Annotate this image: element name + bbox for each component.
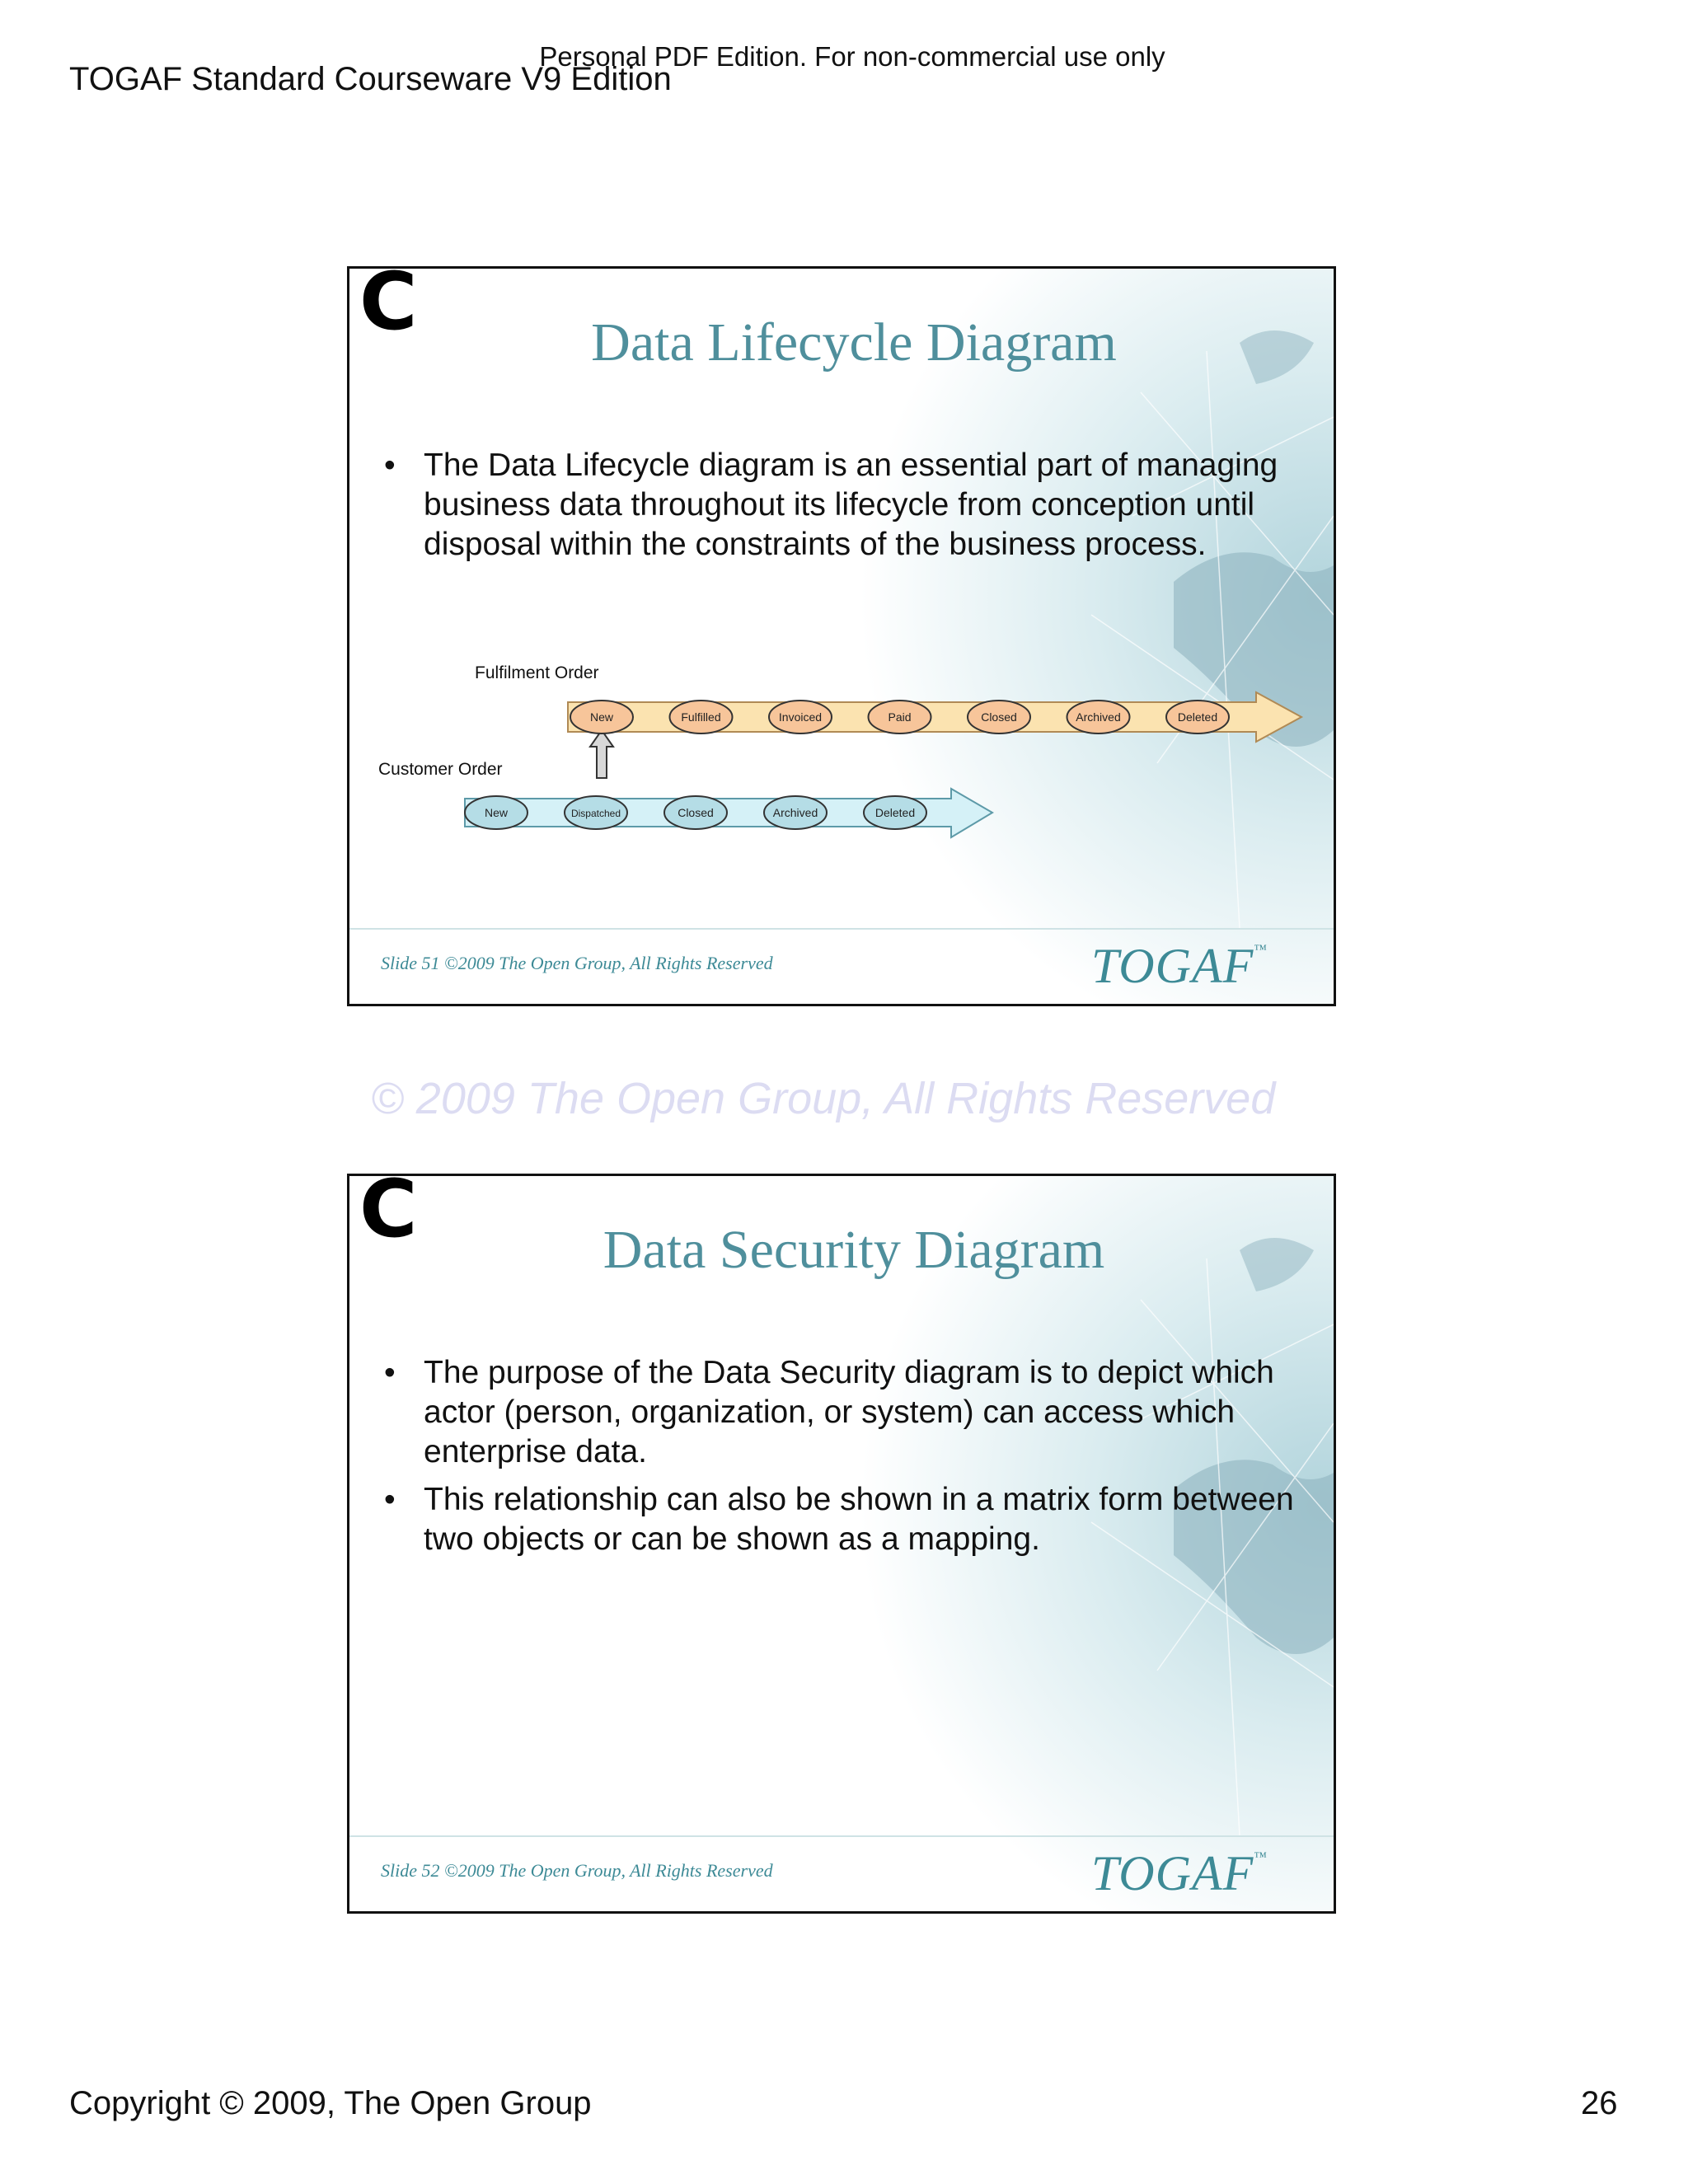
slide-title: Data Security Diagram [603, 1220, 1105, 1280]
bullet-item: • The purpose of the Data Security diagram is to depict which actor (person, organization, or system) can access which enterprise data. [382, 1353, 1306, 1472]
slide-footer: Slide 52 ©2009 The Open Group, All Rights Reserved [381, 1860, 773, 1881]
slide-footer: Slide 51 ©2009 The Open Group, All Rights Reserved [381, 953, 773, 973]
state-label: Paid [888, 710, 912, 724]
watermark-top: Personal PDF Edition. For non-commercial use only [539, 41, 1165, 72]
trademark-symbol: ™ [1254, 943, 1268, 957]
state-label: Dispatched [570, 808, 621, 819]
fulfilment-order-label: Fulfilment Order [475, 663, 599, 682]
page-number: 26 [1581, 2085, 1618, 2121]
customer-order-label: Customer Order [378, 760, 503, 779]
state-label: Deleted [1177, 710, 1218, 724]
state-label: Closed [981, 710, 1017, 724]
state-label: Archived [772, 806, 818, 819]
togaf-logo [1091, 938, 1268, 995]
header-title: TOGAF Standard Courseware V9 Edition [69, 61, 672, 97]
copyright: Copyright © 2009, The Open Group [69, 2085, 592, 2121]
togaf-logo [1091, 1845, 1268, 1902]
mid-watermark: © 2009 The Open Group, All Rights Reserved [371, 1074, 1276, 1123]
slide-letter: C [359, 266, 418, 348]
bullet-list [382, 1353, 1306, 1568]
bullet-item: • The Data Lifecycle diagram is an essential part of managing business data throughout its lifecycle from conception until disposal within the constraints of the business process. [382, 446, 1306, 565]
slide-footer-divider [349, 928, 1334, 930]
state-label: Deleted [874, 806, 916, 819]
slide-footer-divider [349, 1835, 1334, 1837]
bullet-item: • This relationship can also be shown in a matrix form between two objects or can be shown as a mapping. [382, 1480, 1306, 1559]
trademark-symbol: ™ [1254, 1850, 1268, 1864]
state-label: Fulfilled [681, 710, 721, 724]
slide-51 [347, 266, 1336, 1006]
state-label: Invoiced [778, 710, 823, 724]
slide-letter: C [359, 1174, 418, 1255]
slide-title: Data Lifecycle Diagram [591, 312, 1117, 373]
state-label: New [589, 710, 614, 724]
state-label: Closed [678, 806, 714, 819]
slide-52 [347, 1174, 1336, 1914]
transition-up-arrow [590, 730, 613, 778]
state-label: New [484, 806, 509, 819]
togaf-logo-text: TOGAF [1091, 939, 1254, 993]
data-lifecycle-diagram [349, 269, 1334, 1004]
state-label: Archived [1076, 710, 1121, 724]
togaf-logo-text: TOGAF [1091, 1846, 1254, 1900]
